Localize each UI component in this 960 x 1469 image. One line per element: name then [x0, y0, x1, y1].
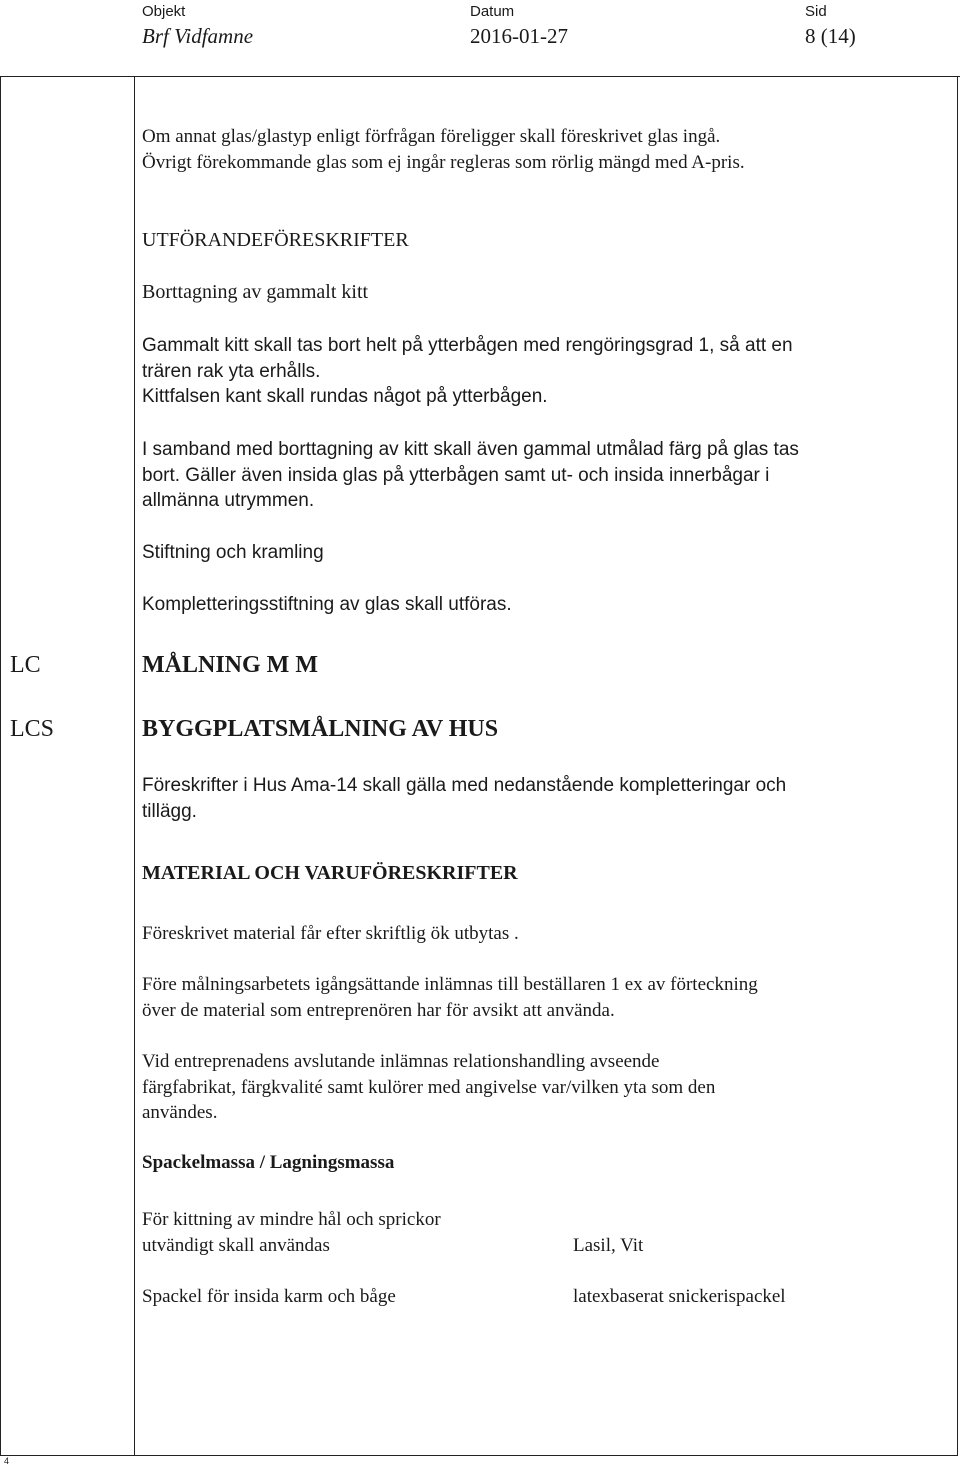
objekt-value: Brf Vidfamne	[142, 24, 254, 48]
heading-stiftning: Stiftning och kramling	[142, 542, 324, 563]
text-line: allmänna utrymmen.	[142, 490, 315, 511]
text-line: utvändigt skall användas	[142, 1234, 330, 1256]
heading-material: MATERIAL OCH VARUFÖRESKRIFTER	[142, 862, 518, 884]
margin-code-lcs: LCS	[10, 716, 55, 742]
heading-spackelmassa: Spackelmassa / Lagningsmassa	[142, 1152, 395, 1173]
left-border	[0, 76, 1, 1456]
datum-label: Datum	[470, 3, 515, 20]
objekt-label: Objekt	[142, 3, 186, 20]
paragraph-forteckning	[142, 972, 902, 1023]
margin-column-rule	[134, 76, 135, 1456]
text-line: bort. Gäller även insida glas på ytterbågen samt ut- och insida innerbågar i	[142, 464, 770, 486]
text-line: färgfabrikat, färgkvalité samt kulörer med angivelse var/vilken yta som den	[142, 1076, 716, 1098]
paragraph-relationshandling	[142, 1049, 902, 1126]
bottom-rule	[0, 1455, 958, 1456]
sid-value: 8 (14)	[805, 24, 856, 48]
text-line: Vid entreprenadens avslutande inlämnas relationshandling avseende	[142, 1051, 660, 1072]
paragraph-stiftning: Kompletteringsstiftning av glas skall utföras.	[142, 594, 512, 615]
text-line: Om annat glas/glastyp enligt förfrågan föreligger skall föreskrivet glas ingå.	[142, 126, 721, 147]
text-line: Föreskrifter i Hus Ama-14 skall gälla med nedanstående kompletteringar och	[142, 775, 787, 796]
heading-malning: MÅLNING M M	[142, 652, 318, 678]
text-line: över de material som entreprenören har för avsikt att använda.	[142, 999, 615, 1021]
margin-code-lc: LC	[10, 652, 41, 678]
spackel-row1-right: Lasil, Vit	[573, 1235, 644, 1256]
spackel-row2-left: Spackel för insida karm och båge	[142, 1286, 396, 1307]
text-line: Gammalt kitt skall tas bort helt på ytterbågen med rengöringsgrad 1, så att en	[142, 335, 793, 356]
heading-borttagning: Borttagning av gammalt kitt	[142, 281, 369, 303]
paragraph-glass	[142, 124, 902, 175]
text-line: Kittfalsen kant skall rundas något på ytterbågen.	[142, 386, 548, 407]
spackel-row2-right: latexbaserat snickerispackel	[573, 1286, 786, 1307]
text-line: trären rak yta erhålls.	[142, 360, 321, 382]
text-line: användes.	[142, 1102, 218, 1123]
text-line: Före målningsarbetets igångsättande inlämnas till beställaren 1 ex av förteckning	[142, 974, 758, 995]
right-border	[957, 76, 958, 1456]
heading-utforandeforeskrifter: UTFÖRANDEFÖRESKRIFTER	[142, 229, 409, 251]
text-line: tillägg.	[142, 800, 197, 822]
heading-byggplatsmalning: BYGGPLATSMÅLNING AV HUS	[142, 716, 499, 742]
text-line: I samband med borttagning av kitt skall även gammal utmålad färg på glas tas	[142, 439, 799, 460]
datum-value: 2016-01-27	[470, 24, 568, 48]
paragraph-hus-ama	[142, 773, 902, 824]
paragraph-kitt	[142, 333, 902, 410]
text-line: För kittning av mindre hål och sprickor	[142, 1209, 441, 1230]
spackel-row1-left	[142, 1207, 562, 1258]
page-header	[0, 0, 960, 76]
paragraph-farg	[142, 437, 902, 514]
footer-note: 4	[4, 1456, 10, 1466]
header-rule	[0, 76, 960, 77]
paragraph-utbyte: Föreskrivet material får efter skriftlig ök utbytas .	[142, 923, 519, 944]
sid-label: Sid	[805, 3, 827, 20]
text-line: Övrigt förekommande glas som ej ingår regleras som rörlig mängd med A-pris.	[142, 151, 745, 173]
